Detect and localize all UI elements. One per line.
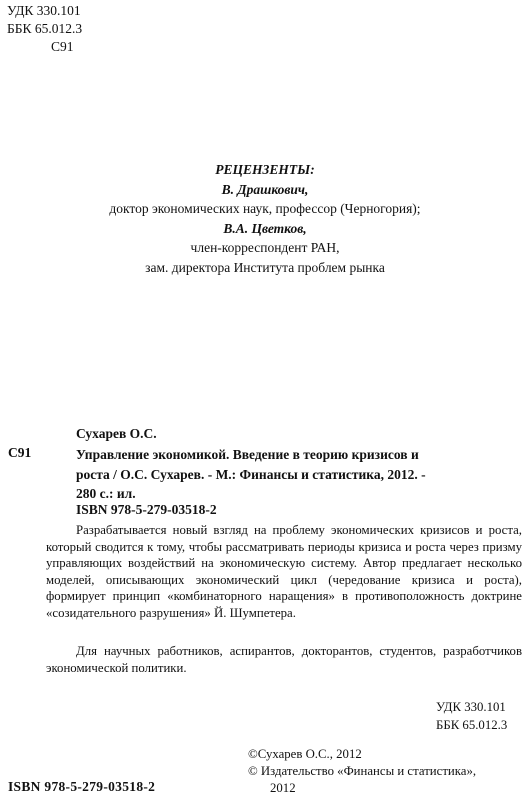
udk-code: УДК 330.101 — [7, 3, 81, 18]
bottom-classification-codes — [436, 698, 507, 734]
reviewers-block — [0, 160, 530, 277]
catalog-author: Сухарев О.С. — [76, 426, 157, 441]
copyright-year: 2012 — [270, 781, 296, 795]
reviewer-1-name: В. Драшкович, — [221, 181, 309, 197]
bbk-code: ББК 65.012.3 — [7, 21, 83, 36]
copyright-author: ©Сухарев О.С., 2012 — [248, 747, 362, 761]
catalog-title — [76, 445, 522, 504]
catalog-title-line-1: Управление экономикой. Введение в теорию кризисов и — [76, 447, 419, 462]
catalog-code: С91 — [8, 445, 32, 460]
catalog-title-line-3: 280 с.: ил. — [76, 486, 136, 501]
reviewer-2-description-1: член-корреспондент РАН, — [190, 240, 340, 255]
copyright-block — [248, 746, 476, 797]
catalog-title-line-2: роста / О.С. Сухарев. - М.: Финансы и статистика, 2012. - — [76, 466, 426, 482]
reviewer-1-description: доктор экономических наук, профессор (Черногория); — [109, 201, 421, 216]
reviewer-2-name: В.А. Цветков, — [223, 220, 307, 236]
copyright-publisher: © Издательство «Финансы и статистика», — [248, 764, 477, 778]
catalog-isbn: ISBN 978-5-279-03518-2 — [76, 502, 217, 517]
classification-codes — [7, 2, 82, 56]
author-mark: С91 — [51, 39, 74, 54]
bottom-bbk-code: ББК 65.012.3 — [436, 718, 508, 732]
isbn-bottom: ISBN 978-5-279-03518-2 — [8, 779, 156, 794]
bottom-udk-code: УДК 330.101 — [436, 700, 506, 714]
reviewers-heading: РЕЦЕНЗЕНТЫ: — [215, 162, 315, 177]
annotation-paragraph: Разрабатывается новый взгляд на проблему экономических кризисов и роста, который сводится к тому, чтобы рассматривать периоды кризиса и роста через призму управляющих воздействий на экономическую систему. Автор предлагает несколько моделей, описывающих экономический цикл (чередование кризиса и роста), формирует принцип «комбинаторного наращения» в противоположность доктрине «созидательного разрушения» Й. Шумпетера. — [46, 523, 522, 620]
audience-paragraph: Для научных работников, аспирантов, докторантов, студентов, разработчиков экономической политики. — [46, 644, 522, 675]
reviewer-2-description-2: зам. директора Института проблем рынка — [145, 259, 385, 275]
